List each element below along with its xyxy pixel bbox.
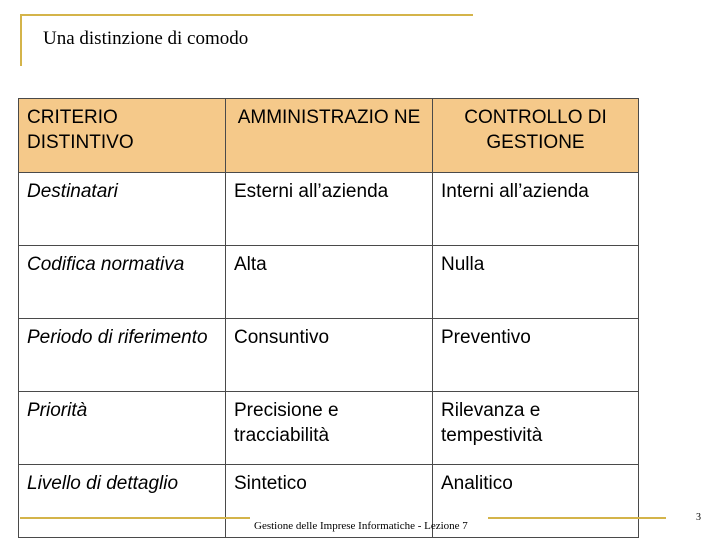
cell-controllo: Nulla [433, 246, 639, 319]
footer-line-left [20, 517, 250, 519]
cell-amministrazione: Sintetico [226, 465, 433, 538]
cell-amministrazione: Consuntivo [226, 319, 433, 392]
header-amministrazione: AMMINISTRAZIO NE [226, 99, 433, 173]
footer-text: Gestione delle Imprese Informatiche - Lezione 7 [254, 520, 468, 532]
cell-controllo: Interni all’azienda [433, 173, 639, 246]
title-frame-horizontal-line [20, 14, 473, 16]
table-header-row [19, 99, 639, 173]
cell-amministrazione: Precisione e tracciabilità [226, 392, 433, 465]
table-row [19, 319, 639, 392]
cell-criterio: Codifica normativa [19, 246, 226, 319]
cell-controllo: Analitico [433, 465, 639, 538]
page-number: 3 [696, 512, 701, 523]
cell-criterio: Periodo di riferimento [19, 319, 226, 392]
comparison-table [18, 98, 639, 538]
title-frame-vertical-line [20, 14, 22, 66]
table-row [19, 173, 639, 246]
footer-line-right [488, 517, 666, 519]
header-criterio: CRITERIO DISTINTIVO [19, 99, 226, 173]
cell-criterio: Livello di dettaglio [19, 465, 226, 538]
cell-controllo: Preventivo [433, 319, 639, 392]
table-row [19, 246, 639, 319]
slide-title: Una distinzione di comodo [43, 28, 249, 49]
table-row [19, 392, 639, 465]
cell-controllo: Rilevanza e tempestività [433, 392, 639, 465]
header-controllo: CONTROLLO DI GESTIONE [433, 99, 639, 173]
cell-amministrazione: Esterni all’azienda [226, 173, 433, 246]
cell-criterio: Priorità [19, 392, 226, 465]
cell-amministrazione: Alta [226, 246, 433, 319]
cell-criterio: Destinatari [19, 173, 226, 246]
